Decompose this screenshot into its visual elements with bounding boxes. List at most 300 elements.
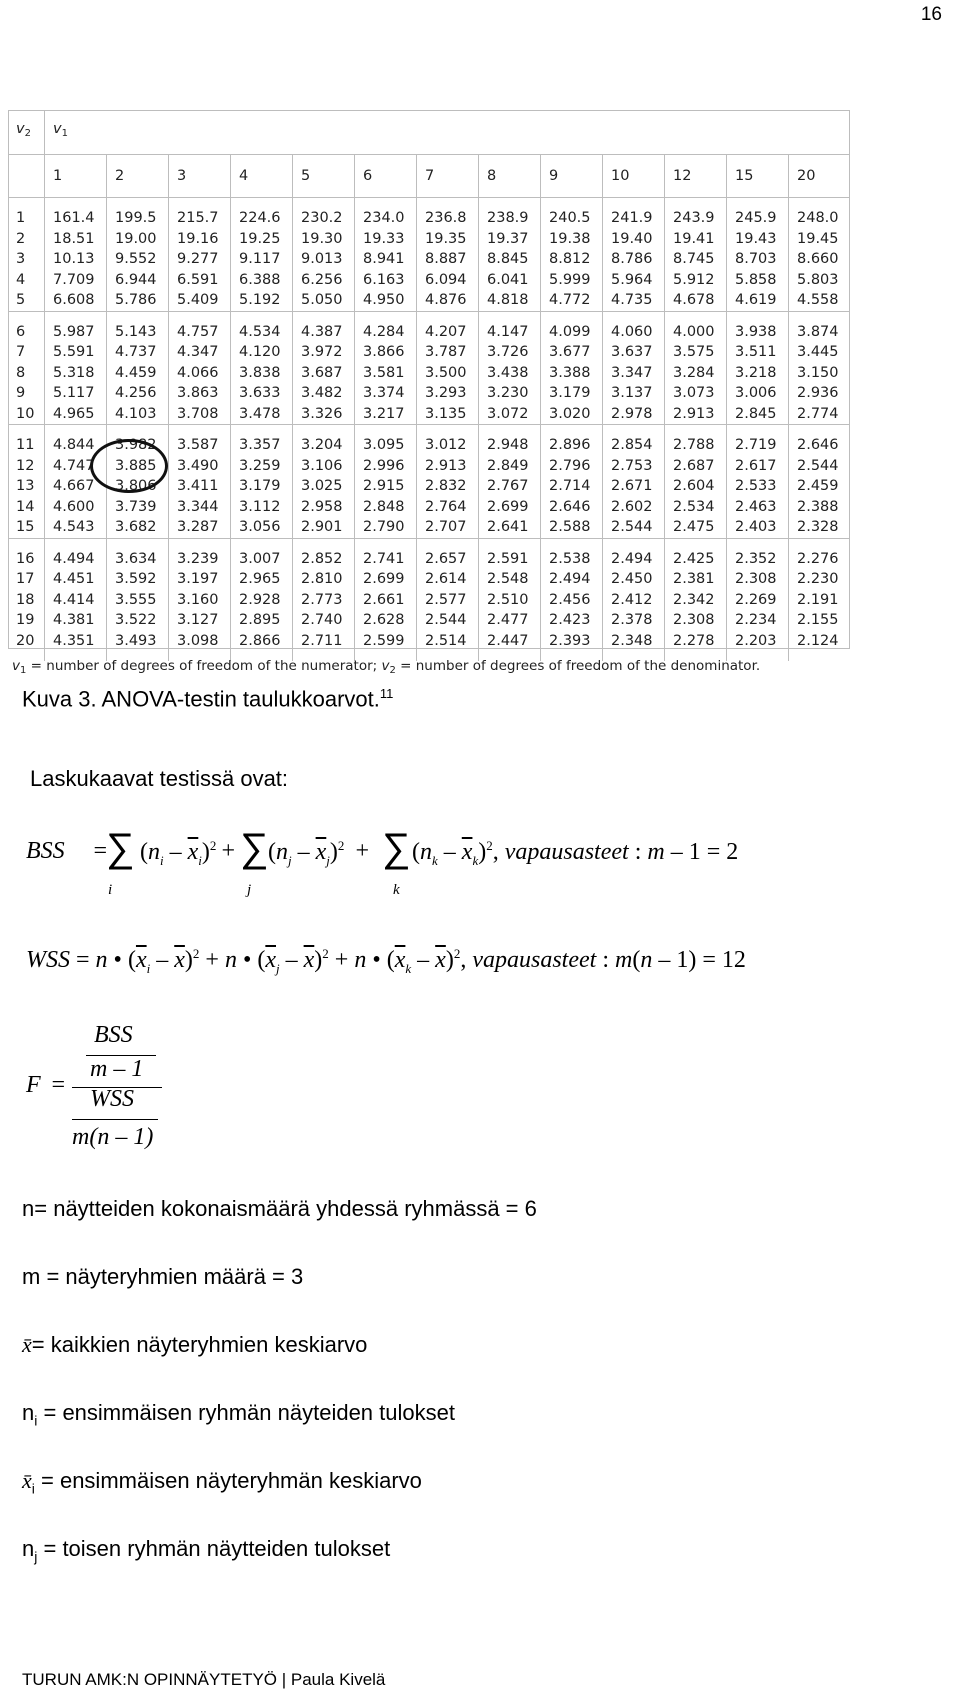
table-cell: 2.463 xyxy=(727,497,789,518)
table-cell: 3.555 xyxy=(107,590,169,611)
table-cell: 2.617 xyxy=(727,456,789,477)
table-cell: 19.45 xyxy=(797,230,839,247)
table-cell: 2.936 xyxy=(797,385,839,401)
table-cell: 4.737 xyxy=(107,342,169,363)
bss-equals: = xyxy=(92,838,109,864)
f-label: F xyxy=(26,1072,41,1098)
table-cell: 4.965 xyxy=(45,404,107,425)
table-cell: 6.388 xyxy=(231,270,293,291)
table-cell: 2.767 xyxy=(479,476,541,497)
table-cell: 3.806 xyxy=(107,476,169,497)
column-header: 3 xyxy=(169,155,231,198)
table-row xyxy=(8,383,850,404)
table-cell: 4.619 xyxy=(727,290,789,311)
table-cell: 2.646 xyxy=(541,497,603,518)
definition-n: n= näytteiden kokonaismäärä yhdessä ryhmässä = 6 xyxy=(22,1196,537,1221)
table-cell: 2.278 xyxy=(665,631,727,652)
table-cell: 9.277 xyxy=(169,249,231,270)
table-cell: 6.094 xyxy=(417,270,479,291)
row-header-v2: 1 xyxy=(8,208,45,229)
table-cell: 19.38 xyxy=(541,229,603,250)
sum-index-k: k xyxy=(393,882,400,898)
table-cell: 234.0 xyxy=(355,208,417,229)
table-cell: 3.478 xyxy=(231,404,293,425)
table-cell: 3.522 xyxy=(107,610,169,631)
table-cell: 3.708 xyxy=(169,404,231,425)
table-cell: 3.511 xyxy=(727,342,789,363)
table-cell: 3.687 xyxy=(293,363,355,384)
table-cell: 19.25 xyxy=(231,229,293,250)
table-cell: 2.514 xyxy=(417,631,479,652)
table-cell: 3.726 xyxy=(479,342,541,363)
table-cell: 8.845 xyxy=(479,249,541,270)
table-cell: 2.425 xyxy=(665,549,727,570)
table-cell: 3.388 xyxy=(541,363,603,384)
f-denominator-df: m(n – 1) xyxy=(72,1124,154,1150)
table-cell: 19.35 xyxy=(417,229,479,250)
table-cell: 5.143 xyxy=(107,322,169,343)
table-cell: 2.719 xyxy=(727,435,789,456)
table-cell: 4.381 xyxy=(45,610,107,631)
row-header-v2: 10 xyxy=(8,404,45,425)
row-header-v2: 2 xyxy=(8,229,45,250)
table-cell: 2.707 xyxy=(417,517,479,538)
table-cell: 2.915 xyxy=(355,476,417,497)
table-cell: 2.996 xyxy=(355,456,417,477)
table-cell: 2.773 xyxy=(293,590,355,611)
table-row xyxy=(8,590,850,611)
f-numerator-bss: BSS xyxy=(94,1022,133,1048)
table-cell: 4.284 xyxy=(355,322,417,343)
table-cell: 4.494 xyxy=(45,549,107,570)
table-cell: 7.709 xyxy=(45,270,107,291)
table-cell: 19.00 xyxy=(107,229,169,250)
fraction-line-bottom xyxy=(72,1119,158,1120)
table-cell: 2.477 xyxy=(479,610,541,631)
table-cell: 3.863 xyxy=(169,383,231,404)
table-cell: 4.347 xyxy=(169,342,231,363)
column-header: 7 xyxy=(417,155,479,198)
table-cell: 236.8 xyxy=(417,208,479,229)
table-cell: 2.901 xyxy=(293,517,355,538)
table-cell: 2.965 xyxy=(231,569,293,590)
table-cell: 3.230 xyxy=(479,383,541,404)
row-header-v2: 8 xyxy=(8,363,45,384)
column-header: 6 xyxy=(355,155,417,198)
table-footnote xyxy=(12,658,760,676)
table-cell: 3.344 xyxy=(169,497,231,518)
table-cell: 3.374 xyxy=(355,383,417,404)
table-cell: 3.135 xyxy=(417,404,479,425)
row-header-v2: 16 xyxy=(8,549,45,570)
table-cell: 3.218 xyxy=(727,363,789,384)
table-cell: 2.534 xyxy=(665,497,727,518)
table-row xyxy=(8,229,850,250)
table-cell: 6.944 xyxy=(107,270,169,291)
table-cell: 2.602 xyxy=(603,497,665,518)
table-cell: 3.587 xyxy=(169,435,231,456)
table-cell: 8.660 xyxy=(797,251,839,267)
table-cell: 2.403 xyxy=(727,517,789,538)
table-cell: 2.741 xyxy=(355,549,417,570)
table-cell: 3.284 xyxy=(665,363,727,384)
table-cell: 6.256 xyxy=(293,270,355,291)
column-header: 1 xyxy=(45,155,107,198)
table-cell: 2.699 xyxy=(479,497,541,518)
wss-formula: WSS = n • $(\overline{x}_i - \overline{x})^2 + n$ • $(\overline{x}_j - \overline{x})^2 + n$ • $(\overline{x}_k - \overline{x})^2$, vapausasteet : m(n – 1) = 12 xyxy=(26,946,746,976)
f-equals: = xyxy=(50,1072,67,1098)
table-cell: 2.788 xyxy=(665,435,727,456)
table-cell: 161.4 xyxy=(45,208,107,229)
table-cell: 3.006 xyxy=(727,383,789,404)
table-cell: 19.40 xyxy=(603,229,665,250)
table-cell: 3.581 xyxy=(355,363,417,384)
table-cell: 3.056 xyxy=(231,517,293,538)
definition-n-i: $n_i$ = ensimmäisen ryhmän näyteiden tulokset xyxy=(22,1400,455,1429)
table-cell: 3.095 xyxy=(355,435,417,456)
table-cell: 4.256 xyxy=(107,383,169,404)
sum-index-j: j xyxy=(247,882,252,898)
table-cell: 4.772 xyxy=(541,290,603,311)
table-cell: 2.230 xyxy=(797,571,839,587)
block-spacer xyxy=(8,538,850,549)
table-cell: 2.764 xyxy=(417,497,479,518)
table-header-variables xyxy=(8,110,850,155)
block-spacer xyxy=(8,425,850,436)
table-cell: 3.500 xyxy=(417,363,479,384)
table-cell: 240.5 xyxy=(541,208,603,229)
footnote-v2: v xyxy=(381,658,390,674)
table-row xyxy=(8,208,850,229)
table-cell: 4.876 xyxy=(417,290,479,311)
table-cell: 6.163 xyxy=(355,270,417,291)
table-cell: 19.30 xyxy=(293,229,355,250)
table-cell: 2.203 xyxy=(727,631,789,652)
table-cell: 215.7 xyxy=(169,208,231,229)
table-cell: 2.388 xyxy=(797,498,839,515)
table-cell: 2.699 xyxy=(355,569,417,590)
table-cell: 3.239 xyxy=(169,549,231,570)
row-header-v2: 6 xyxy=(8,322,45,343)
table-cell: 3.739 xyxy=(107,497,169,518)
table-cell: 2.790 xyxy=(355,517,417,538)
table-cell: 4.120 xyxy=(231,342,293,363)
table-cell: 5.591 xyxy=(45,342,107,363)
table-cell: 2.475 xyxy=(665,517,727,538)
table-row xyxy=(8,363,850,384)
row-header-v2: 3 xyxy=(8,249,45,270)
table-cell: 4.818 xyxy=(479,290,541,311)
page-footer: TURUN AMK:N OPINNÄYTETYÖ | Paula Kivelä xyxy=(22,1670,386,1689)
table-cell: 8.703 xyxy=(727,249,789,270)
table-row xyxy=(8,404,850,425)
table-cell: 3.357 xyxy=(231,435,293,456)
table-cell: 2.866 xyxy=(231,631,293,652)
table-cell: 4.844 xyxy=(45,435,107,456)
table-cell: 4.103 xyxy=(107,404,169,425)
definition-x-bar: x̄= kaikkien näyteryhmien keskiarvo xyxy=(22,1332,368,1357)
table-cell: 2.832 xyxy=(417,476,479,497)
table-cell: 8.812 xyxy=(541,249,603,270)
table-cell: 2.423 xyxy=(541,610,603,631)
table-row xyxy=(8,610,850,631)
table-cell: 3.160 xyxy=(169,590,231,611)
v1-header: $v_1$ xyxy=(45,110,851,155)
row-header-v2: 12 xyxy=(8,456,45,477)
table-cell: 8.941 xyxy=(355,249,417,270)
table-cell: 4.757 xyxy=(169,322,231,343)
table-cell: 2.348 xyxy=(603,631,665,652)
table-row xyxy=(8,569,850,590)
bss-formula xyxy=(26,838,65,865)
table-cell: 238.9 xyxy=(479,208,541,229)
table-cell: 5.786 xyxy=(107,290,169,311)
table-cell: 2.393 xyxy=(541,631,603,652)
table-cell: 8.745 xyxy=(665,249,727,270)
column-header: 2 xyxy=(107,155,169,198)
column-header: 5 xyxy=(293,155,355,198)
table-cell: 2.948 xyxy=(479,435,541,456)
table-cell: 3.633 xyxy=(231,383,293,404)
row-header-v2: 20 xyxy=(8,631,45,652)
row-header-v2: 17 xyxy=(8,569,45,590)
table-cell: 2.494 xyxy=(541,569,603,590)
table-cell: 4.414 xyxy=(45,590,107,611)
table-cell: 2.711 xyxy=(293,631,355,652)
table-cell: 2.913 xyxy=(417,456,479,477)
table-cell: 2.342 xyxy=(665,590,727,611)
table-cell: 2.599 xyxy=(355,631,417,652)
figure-caption xyxy=(22,686,393,712)
row-header-v2: 11 xyxy=(8,435,45,456)
table-cell: 3.072 xyxy=(479,404,541,425)
table-cell: 243.9 xyxy=(665,208,727,229)
definition-m: m = näyteryhmien määrä = 3 xyxy=(22,1264,304,1289)
table-cell: 6.591 xyxy=(169,270,231,291)
table-cell: 4.207 xyxy=(417,322,479,343)
table-cell: 2.671 xyxy=(603,476,665,497)
table-cell: 3.150 xyxy=(797,364,839,381)
table-cell: 2.155 xyxy=(797,612,839,628)
table-cell: 2.459 xyxy=(797,478,839,494)
table-cell: 10.13 xyxy=(45,249,107,270)
table-cell: 9.117 xyxy=(231,249,293,270)
table-row xyxy=(8,549,850,570)
table-cell: 3.482 xyxy=(293,383,355,404)
table-cell: 2.450 xyxy=(603,569,665,590)
table-cell: 199.5 xyxy=(107,208,169,229)
table-cell: 3.020 xyxy=(541,404,603,425)
intro-text: Laskukaavat testissä ovat: xyxy=(30,766,289,791)
bss-term-i: $(n_i - \overline{x}_i)^2$ xyxy=(140,838,217,868)
table-cell: 4.558 xyxy=(789,290,851,311)
bss-plus-1: + xyxy=(220,838,237,864)
table-row xyxy=(8,270,850,291)
row-header-v2: 9 xyxy=(8,383,45,404)
table-row xyxy=(8,497,850,518)
table-cell: 2.895 xyxy=(231,610,293,631)
row-header-v2: 5 xyxy=(8,290,45,311)
footnote-v2-sub: 2 xyxy=(389,665,396,676)
table-cell: 2.510 xyxy=(479,590,541,611)
table-cell: 2.588 xyxy=(541,517,603,538)
table-cell: 2.753 xyxy=(603,456,665,477)
table-cell: 19.43 xyxy=(727,229,789,250)
table-cell: 2.958 xyxy=(293,497,355,518)
table-cell: 3.866 xyxy=(355,342,417,363)
f-numerator-df: m – 1 xyxy=(90,1056,144,1082)
table-cell: 3.490 xyxy=(169,456,231,477)
row-header-v2: 15 xyxy=(8,517,45,538)
table-cell: 3.445 xyxy=(797,344,839,360)
table-cell: 4.066 xyxy=(169,363,231,384)
table-cell: 2.538 xyxy=(541,549,603,570)
table-cell: 2.661 xyxy=(355,590,417,611)
table-cell: 4.060 xyxy=(603,322,665,343)
column-header: 8 xyxy=(479,155,541,198)
column-header: 10 xyxy=(603,155,665,198)
f-distribution-table xyxy=(8,110,850,661)
table-cell: 2.494 xyxy=(603,549,665,570)
table-cell: 3.637 xyxy=(603,342,665,363)
table-cell: 4.351 xyxy=(45,631,107,652)
footnote-v1: v xyxy=(12,658,20,674)
table-cell: 2.896 xyxy=(541,435,603,456)
table-cell: 2.591 xyxy=(479,549,541,570)
table-cell: 9.552 xyxy=(107,249,169,270)
table-cell: 3.493 xyxy=(107,631,169,652)
bss-term-j: $(n_j - \overline{x}_j)^2$ xyxy=(268,838,345,868)
table-row xyxy=(8,631,850,652)
table-cell: 2.646 xyxy=(797,437,839,453)
table-cell: 3.179 xyxy=(541,383,603,404)
table-row xyxy=(8,342,850,363)
table-header-columns xyxy=(8,155,850,198)
table-cell: 5.987 xyxy=(45,322,107,343)
table-cell: 3.438 xyxy=(479,363,541,384)
table-cell: 19.16 xyxy=(169,229,231,250)
table-cell: 2.628 xyxy=(355,610,417,631)
column-header: 4 xyxy=(231,155,293,198)
table-cell: 19.33 xyxy=(355,229,417,250)
table-cell: 3.112 xyxy=(231,497,293,518)
table-row xyxy=(8,290,850,311)
table-cell: 2.852 xyxy=(293,549,355,570)
table-cell: 3.838 xyxy=(231,363,293,384)
table-cell: 2.308 xyxy=(727,569,789,590)
table-cell: 3.938 xyxy=(727,322,789,343)
table-cell: 2.234 xyxy=(727,610,789,631)
table-cell: 4.451 xyxy=(45,569,107,590)
table-cell: 9.013 xyxy=(293,249,355,270)
table-cell: 3.972 xyxy=(293,342,355,363)
table-cell: 2.548 xyxy=(479,569,541,590)
table-cell: 4.459 xyxy=(107,363,169,384)
table-cell: 5.050 xyxy=(293,290,355,311)
sum-symbol-k: ∑ xyxy=(382,826,411,870)
table-cell: 5.318 xyxy=(45,363,107,384)
row-header-v2: 4 xyxy=(8,270,45,291)
table-cell: 2.124 xyxy=(797,632,839,649)
table-cell: 19.37 xyxy=(479,229,541,250)
table-cell: 2.810 xyxy=(293,569,355,590)
table-cell: 2.412 xyxy=(603,590,665,611)
column-header: 9 xyxy=(541,155,603,198)
table-cell: 3.575 xyxy=(665,342,727,363)
table-cell: 2.849 xyxy=(479,456,541,477)
table-cell: 8.786 xyxy=(603,249,665,270)
table-cell: 5.912 xyxy=(665,270,727,291)
table-cell: 3.179 xyxy=(231,476,293,497)
table-cell: 4.543 xyxy=(45,517,107,538)
f-denominator-wss: WSS xyxy=(90,1086,134,1112)
v2-header: $v_2$ xyxy=(8,110,45,155)
table-cell: 3.217 xyxy=(355,404,417,425)
block-spacer xyxy=(8,311,850,322)
table-cell: 248.0 xyxy=(797,210,839,226)
table-cell: 2.913 xyxy=(665,404,727,425)
caption-reference: 11 xyxy=(379,686,394,701)
table-cell: 4.387 xyxy=(293,322,355,343)
table-cell: 4.950 xyxy=(355,290,417,311)
table-cell: 4.000 xyxy=(665,322,727,343)
table-cell: 2.269 xyxy=(727,590,789,611)
table-cell: 2.928 xyxy=(231,590,293,611)
table-cell: 2.774 xyxy=(789,404,851,425)
table-cell: 3.347 xyxy=(603,363,665,384)
table-cell: 2.641 xyxy=(479,517,541,538)
definition-n-j: $n_j$ = toisen ryhmän näytteiden tulokset xyxy=(22,1536,391,1565)
table-cell: 3.634 xyxy=(107,549,169,570)
table-cell: 245.9 xyxy=(727,208,789,229)
table-cell: 3.293 xyxy=(417,383,479,404)
table-cell: 5.858 xyxy=(727,270,789,291)
sum-index-i: i xyxy=(108,882,113,898)
table-cell: 2.848 xyxy=(355,497,417,518)
footnote-text-numerator: = number of degrees of freedom of the numerator; xyxy=(26,658,382,674)
footnote-text-denominator: = number of degrees of freedom of the denominator. xyxy=(395,658,761,674)
row-header-v2: 7 xyxy=(8,342,45,363)
table-cell: 5.409 xyxy=(169,290,231,311)
table-cell: 3.326 xyxy=(293,404,355,425)
table-cell: 2.854 xyxy=(603,435,665,456)
table-cell: 2.544 xyxy=(603,517,665,538)
table-cell: 3.197 xyxy=(169,569,231,590)
bss-label: BSS xyxy=(26,838,65,864)
table-cell: 18.51 xyxy=(45,229,107,250)
table-cell: 5.803 xyxy=(797,271,839,288)
table-cell: 2.614 xyxy=(417,569,479,590)
table-cell: 4.678 xyxy=(665,290,727,311)
circle-highlight-mark xyxy=(90,439,168,493)
table-cell: 2.533 xyxy=(727,476,789,497)
table-cell: 3.137 xyxy=(603,383,665,404)
table-cell: 6.608 xyxy=(45,290,107,311)
row-header-v2: 14 xyxy=(8,497,45,518)
table-cell: 6.041 xyxy=(479,270,541,291)
block-spacer xyxy=(8,198,850,209)
definition-x-bar-i: $x̄_i$ = ensimmäisen näyteryhmän keskiarvo xyxy=(22,1468,422,1497)
table-cell: 2.276 xyxy=(797,550,839,567)
table-cell: 4.667 xyxy=(45,476,107,497)
table-cell: 3.025 xyxy=(293,476,355,497)
table-cell: 2.352 xyxy=(727,549,789,570)
table-cell: 3.259 xyxy=(231,456,293,477)
sum-symbol-i: ∑ xyxy=(106,826,135,870)
table-row xyxy=(8,249,850,270)
table-cell: 2.308 xyxy=(665,610,727,631)
table-cell: 5.999 xyxy=(541,270,603,291)
